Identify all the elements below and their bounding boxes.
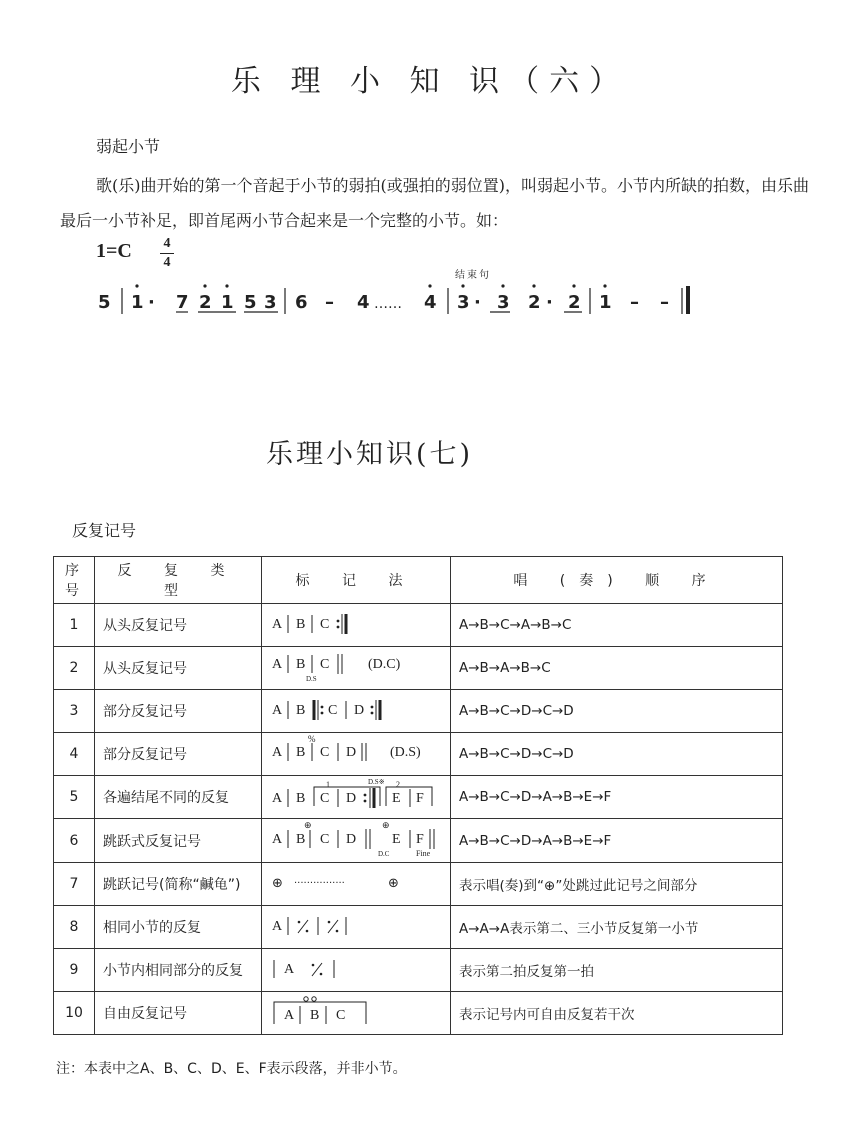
octave-dot [603,284,606,287]
svg-text:C: C [320,832,330,847]
table-row [54,690,783,733]
row-order: 表示记号内可自由反复若干次 [451,992,783,1035]
row-num: 2 [54,647,95,690]
svg-text:F: F [416,790,424,806]
note: 4 [357,292,370,313]
table-row [54,776,783,819]
row-num: 9 [54,949,95,992]
row-mark [262,949,451,992]
section6-subtitle: 弱起小节 [96,137,161,156]
svg-text:D.S※: D.S※ [368,777,385,786]
row-num: 8 [54,906,95,949]
mark-notation [270,778,440,812]
svg-text:A: A [272,918,283,934]
time-bar [160,253,174,254]
svg-text:(D.C): (D.C) [368,656,401,672]
jianpu-notation [0,270,860,330]
row-order: A→B→C→D→A→B→E→F [451,776,783,819]
svg-text:%: % [308,734,316,744]
row-num: 6 [54,819,95,863]
svg-text:D: D [346,790,357,806]
svg-text:C: C [320,744,330,760]
row-type: 从头反复记号 [95,604,262,647]
row-mark [262,863,451,906]
key-signature: 1=C [96,240,132,262]
svg-text:A: A [272,616,283,632]
svg-text:C: C [328,702,338,718]
section7-title: 乐理小知识(七) [266,439,474,470]
svg-text:(D.S): (D.S) [390,744,421,760]
svg-text:2: 2 [396,779,400,789]
octave-dot [428,284,431,287]
note: 3 [457,292,470,313]
svg-text:D.C: D.C [378,850,390,857]
svg-text:1: 1 [326,779,330,789]
table-row [54,863,783,906]
note: 4 [424,292,437,313]
svg-text:E: E [392,832,401,847]
row-type: 从头反复记号 [95,647,262,690]
mark-notation [270,735,440,769]
note: 2 [199,292,212,313]
time-bottom: 4 [163,255,171,270]
note: · [148,292,155,313]
note: · [474,292,481,313]
header-type: 反 复 类 型 [95,557,262,604]
svg-text:B: B [296,832,306,847]
svg-text:D: D [346,832,357,847]
svg-text:B: B [310,1007,320,1023]
repeat-signs-table [53,556,783,1035]
octave-dot [461,284,464,287]
mark-notation [270,819,440,857]
header-mark: 标 记 法 [262,557,451,604]
row-order: A→B→C→D→A→B→E→F [451,819,783,863]
note: 7 [176,292,189,313]
mark-notation [270,911,430,939]
time-top: 4 [163,236,171,251]
row-num: 3 [54,690,95,733]
row-type: 部分反复记号 [95,690,262,733]
note: 1 [599,292,612,313]
svg-text:D: D [354,702,365,718]
mark-notation [270,649,440,683]
note: 5 [98,292,111,313]
table-row [54,906,783,949]
row-mark [262,647,451,690]
note: – [325,292,334,313]
header-num: 序 号 [54,557,95,604]
row-mark [262,906,451,949]
octave-dot [501,284,504,287]
svg-text:C: C [320,656,330,672]
row-mark [262,819,451,863]
row-num: 5 [54,776,95,819]
svg-text:F: F [416,832,424,847]
row-num: 7 [54,863,95,906]
row-mark [262,776,451,819]
svg-text:C: C [320,616,330,632]
svg-text:D.S: D.S [306,674,317,683]
svg-text:E: E [392,790,401,806]
note: · [546,292,553,313]
svg-text:D: D [346,744,357,760]
svg-text:B: B [296,790,306,806]
section7-subtitle: 反复记号 [72,521,137,540]
note: 1 [221,292,234,313]
svg-text:C: C [320,790,330,806]
row-order: A→B→C→D→C→D [451,690,783,733]
octave-dot [203,284,206,287]
table-row [54,733,783,776]
note: 3 [497,292,510,313]
mark-notation [270,609,430,637]
note: …… [374,296,402,312]
note: – [630,292,639,313]
note: 6 [295,292,308,313]
mark-notation [270,695,430,723]
table-footnote: 注：本表中之A、B、C、D、E、F表示段落，并非小节。 [56,1061,407,1077]
octave-dot [532,284,535,287]
row-type: 部分反复记号 [95,733,262,776]
row-mark [262,992,451,1035]
octave-dot [135,284,138,287]
svg-text:⊕: ⊕ [382,820,390,830]
row-mark [262,733,451,776]
svg-text:B: B [296,744,306,760]
row-order: 表示唱(奏)到“⊕”处跳过此记号之间部分 [451,863,783,906]
row-type: 跳跃记号(简称“鹹龟”) [95,863,262,906]
svg-text:A: A [272,702,283,718]
mark-notation [270,954,430,982]
row-order: A→B→C→D→C→D [451,733,783,776]
mark-notation [270,868,440,896]
svg-text:A: A [272,744,283,760]
row-mark [262,690,451,733]
svg-text:⊕: ⊕ [304,820,312,830]
row-order: A→A→A表示第二、三小节反复第一小节 [451,906,783,949]
ending-label: 结束句 [455,270,491,281]
svg-text:A: A [272,656,283,672]
table-row [54,819,783,863]
section6-title: 乐 理 小 知 识（六） [230,64,630,99]
time-signature [160,236,174,271]
table-row [54,604,783,647]
svg-text:A: A [284,1007,295,1023]
row-num: 10 [54,992,95,1035]
svg-text:B: B [296,616,306,632]
row-num: 1 [54,604,95,647]
header-order: 唱 (奏) 顺 序 [451,557,783,604]
note: – [660,292,669,313]
mark-notation [270,994,430,1028]
note: 2 [528,292,541,313]
svg-text:················: ················ [294,877,345,889]
svg-text:A: A [272,832,283,847]
row-order: 表示第二拍反复第一拍 [451,949,783,992]
row-type: 小节内相同部分的反复 [95,949,262,992]
note: 2 [568,292,581,313]
row-order: A→B→C→A→B→C [451,604,783,647]
row-type: 各遍结尾不同的反复 [95,776,262,819]
note: 3 [264,292,277,313]
octave-dot [572,284,575,287]
svg-text:Fine: Fine [416,849,431,857]
row-order: A→B→A→B→C [451,647,783,690]
section6-paragraph: 歌(乐)曲开始的第一个音起于小节的弱拍(或强拍的弱位置)，叫弱起小节。小节内所缺的拍数，由乐曲最后一小节补足，即首尾两小节合起来是一个完整的小节。如： [60,176,809,230]
row-type: 自由反复记号 [95,992,262,1035]
table-row [54,992,783,1035]
row-num: 4 [54,733,95,776]
svg-text:B: B [296,656,306,672]
svg-text:A: A [272,790,283,806]
table-header-row [54,557,783,604]
note: 5 [244,292,257,313]
note: 1 [131,292,144,313]
row-type: 相同小节的反复 [95,906,262,949]
row-type: 跳跃式反复记号 [95,819,262,863]
svg-text:B: B [296,702,306,718]
svg-text:⊕: ⊕ [388,875,399,891]
table-row [54,949,783,992]
row-mark [262,604,451,647]
svg-text:C: C [336,1007,346,1023]
table-row [54,647,783,690]
svg-text:A: A [284,961,295,977]
octave-dot [225,284,228,287]
svg-text:⊕: ⊕ [272,875,283,891]
